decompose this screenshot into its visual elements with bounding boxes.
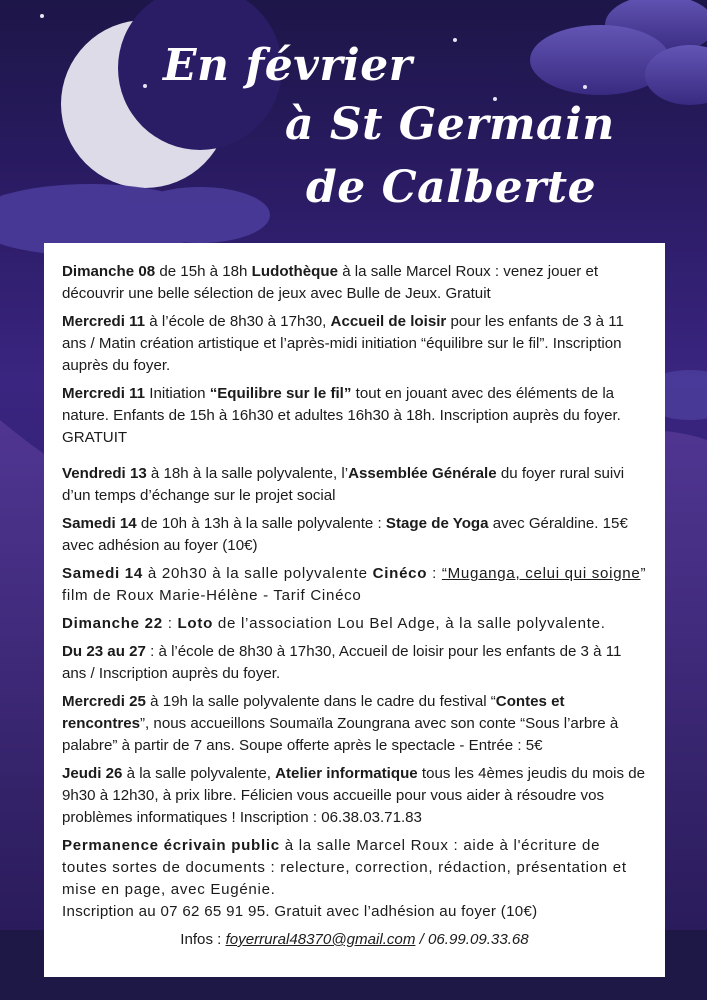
event-name: “Equilibre sur le fil” [209,385,352,402]
event-date: Mercredi 11 [62,313,146,330]
event-name: Cinéco [372,565,428,582]
event-date: Mercredi 25 [62,693,146,710]
event-date: Samedi 14 [62,515,137,532]
event-date: Dimanche 22 [62,615,163,632]
email-link[interactable]: foyerrural48370@gmail.com [225,931,416,948]
event-item: Jeudi 26 à la salle polyvalente, Atelier informatique tous les 4èmes jeudis du mois de 9h30 à 12h30, à prix libre. Félicien vous accueille pour vous aider à résoudre vos problèmes informatiques ! Inscription : 06.38.03.71.83 [62,765,646,826]
event-name: Assemblée Générale [348,465,497,482]
event-date: Mercredi 11 [62,385,146,402]
event-name: Loto [177,615,214,632]
infos-line [62,929,647,951]
event-date: Vendredi 13 [62,465,147,482]
film-title-link[interactable]: “Muganga, celui qui soigne [441,565,641,582]
event-date: Dimanche 08 [62,263,156,280]
event-item: Du 23 au 27 : à l’école de 8h30 à 17h30, Accueil de loisir pour les enfants de 3 à 11 ans / Inscription auprès du foyer. [62,643,622,682]
event-item: Permanence écrivain public à la salle Marcel Roux : aide à l'écriture de toutes sortes de documents : relecture, correction, rédaction, présentation et mise en page, avec Eugénie. Inscription au 07 62 65 91 95. Gratuit avec l’adhésion au foyer (10€) [62,837,627,920]
events-panel [44,243,665,977]
title-line-2: à St Germain [285,99,615,150]
event-date: Du 23 au 27 [62,643,146,660]
page-title [0,0,707,240]
event-date: Jeudi 26 [62,765,123,782]
title-line-1: En février [163,40,413,91]
event-item: Dimanche 08 de 15h à 18h Ludothèque à la salle Marcel Roux : venez jouer et découvrir une belle sélection de jeux avec Bulle de Jeux. Gratuit [62,263,599,302]
event-name: Stage de Yoga [385,515,489,532]
title-line-3: de Calberte [306,162,597,213]
event-date: Samedi 14 [62,565,143,582]
event-date: Permanence écrivain public [62,837,280,854]
event-item: Samedi 14 à 20h30 à la salle polyvalente Cinéco : “Muganga, celui qui soigne” film de Roux Marie-Hélène - Tarif Cinéco [62,565,647,604]
phone-number: / 06.99.09.33.68 [415,931,529,948]
event-name: Ludothèque [251,263,339,280]
event-item: Dimanche 22 : Loto de l’association Lou Bel Adge, à la salle polyvalente. [62,615,606,632]
event-item: Vendredi 13 à 18h à la salle polyvalente, l’Assemblée Générale du foyer rural suivi d’un temps d’échange sur le projet social [62,465,625,504]
event-item: Mercredi 25 à 19h la salle polyvalente dans le cadre du festival “Contes et rencontres”, nous accueillons Soumaïla Zoungrana avec son conte “Sous l’arbre à palabre” à partir de 7 ans. Soupe offerte après le spectacle - Entrée : 5€ [62,693,619,754]
event-item: Mercredi 11 à l’école de 8h30 à 17h30, Accueil de loisir pour les enfants de 3 à 11 ans / Matin création artistique et l’après-midi initiation “équilibre sur le fil”. Inscription auprès du foyer. [62,313,624,374]
infos-label: Infos : [180,931,226,948]
event-name: Atelier informatique [275,765,418,782]
event-item: Samedi 14 de 10h à 13h à la salle polyvalente : Stage de Yoga avec Géraldine. 15€ avec adhésion au foyer (10€) [62,515,628,554]
event-name: Accueil de loisir [330,313,447,330]
event-name: Contes et rencontres [62,693,565,732]
event-item: Mercredi 11 Initiation “Equilibre sur le fil” tout en jouant avec des éléments de la nature. Enfants de 15h à 16h30 et adultes 16h30 à 18h. Inscription auprès du foyer. GRATUIT [62,385,621,446]
